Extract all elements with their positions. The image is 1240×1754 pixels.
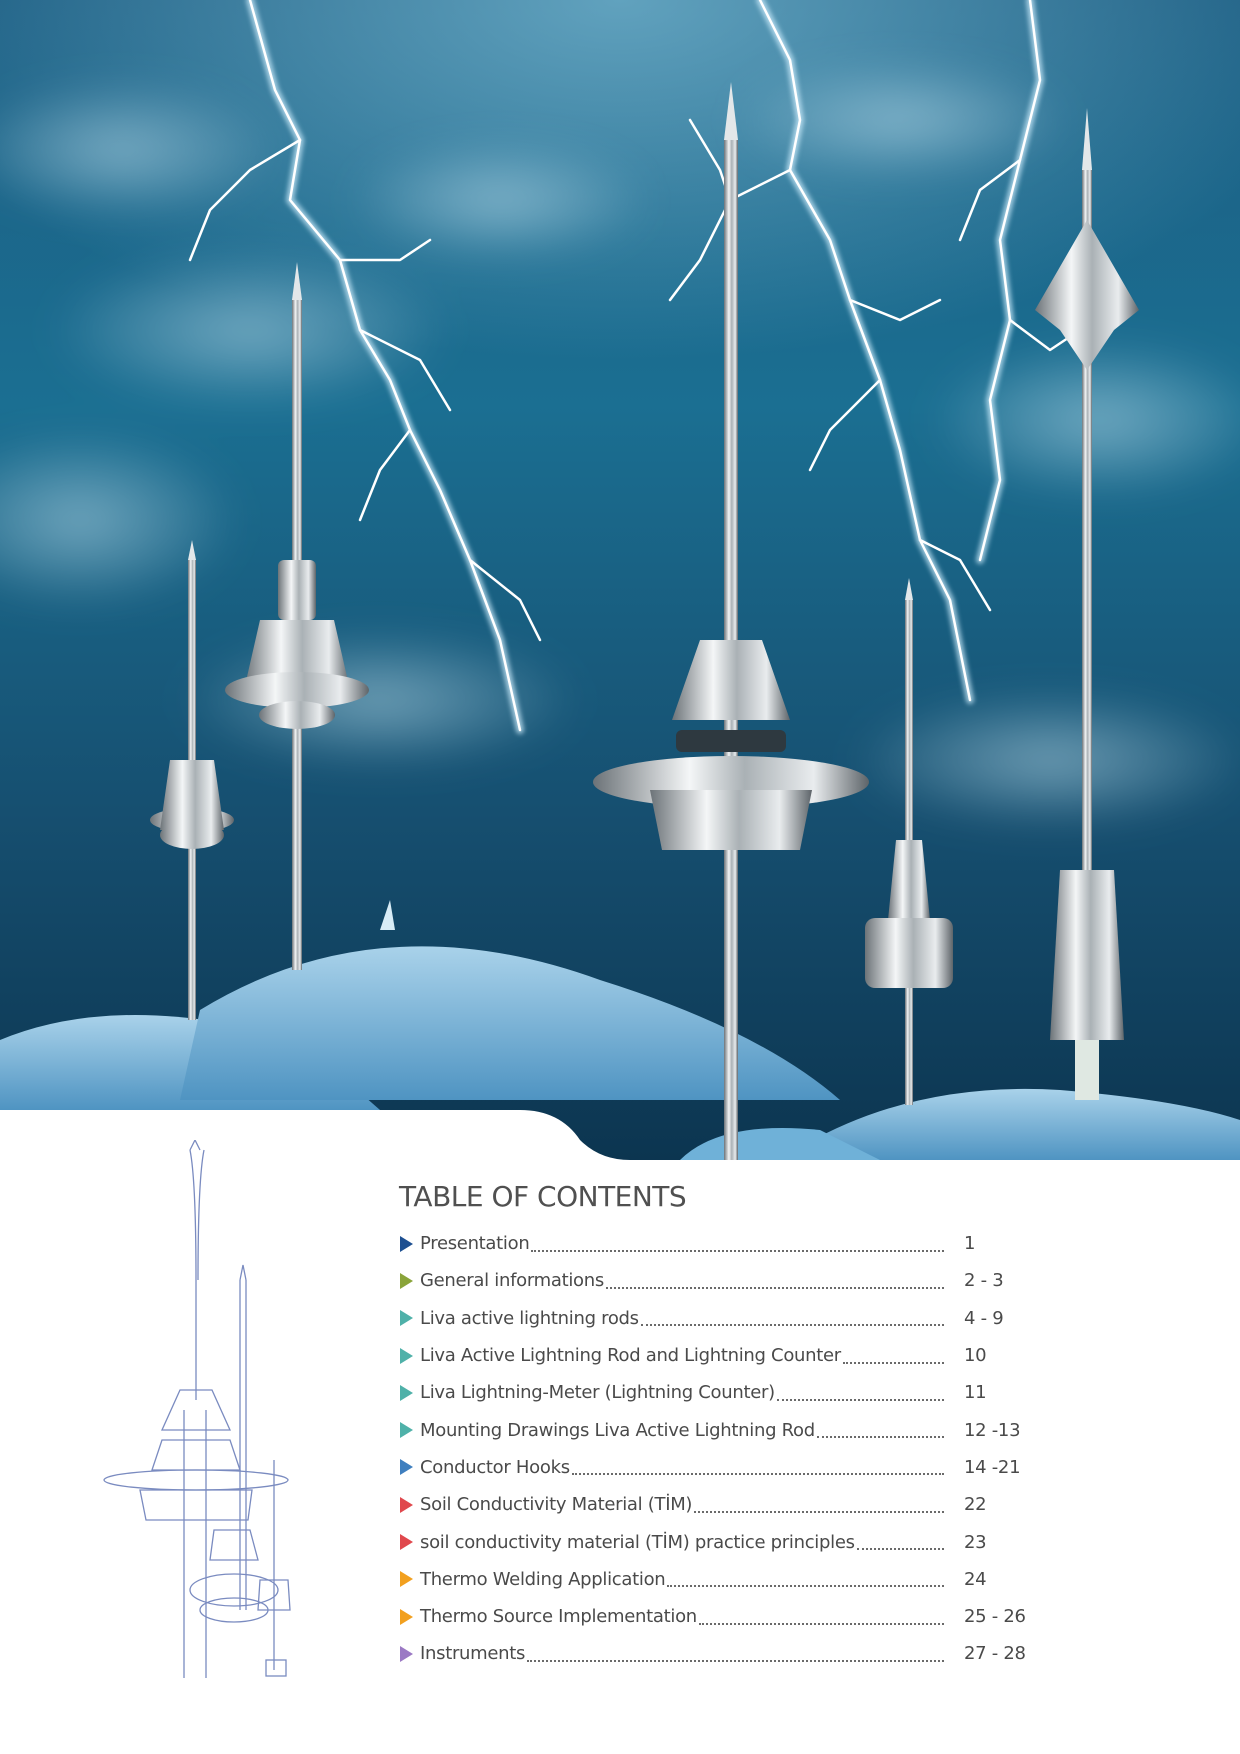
triangle-bullet-icon bbox=[400, 1459, 413, 1475]
triangle-bullet-icon bbox=[400, 1273, 413, 1289]
toc-entry-label: Liva active lightning rods bbox=[420, 1307, 639, 1329]
triangle-bullet-icon bbox=[400, 1348, 413, 1364]
toc-entry-pages: 22 bbox=[964, 1494, 987, 1516]
toc-entry-label: General informations bbox=[420, 1270, 604, 1292]
toc-entry[interactable] bbox=[400, 1300, 1020, 1337]
toc-entry-label: soil conductivity material (TİM) practice principles bbox=[420, 1531, 855, 1553]
toc-list bbox=[400, 1225, 1026, 1673]
toc-entry-label: Thermo Welding Application bbox=[420, 1568, 666, 1590]
dot-leader bbox=[527, 1660, 944, 1662]
dot-leader bbox=[817, 1436, 944, 1438]
toc-entry-label: Liva Lightning-Meter (Lightning Counter) bbox=[420, 1382, 775, 1404]
toc-entry[interactable] bbox=[400, 1449, 1020, 1486]
triangle-bullet-icon bbox=[400, 1310, 413, 1326]
triangle-bullet-icon bbox=[400, 1571, 413, 1587]
dot-leader bbox=[531, 1250, 944, 1252]
triangle-bullet-icon bbox=[400, 1385, 413, 1401]
toc-entry[interactable] bbox=[400, 1635, 1026, 1672]
toc-entry-pages: 2 - 3 bbox=[964, 1270, 1004, 1292]
toc-entry[interactable] bbox=[400, 1486, 1020, 1523]
toc-entry-pages: 27 - 28 bbox=[964, 1643, 1026, 1665]
toc-entry-pages: 25 - 26 bbox=[964, 1606, 1026, 1628]
toc-entry[interactable] bbox=[400, 1561, 1020, 1598]
toc-entry-label: Instruments bbox=[420, 1643, 526, 1665]
toc-entry-label: Mounting Drawings Liva Active Lightning Rod bbox=[420, 1419, 815, 1441]
toc-entry[interactable] bbox=[400, 1374, 1020, 1411]
dot-leader bbox=[572, 1473, 944, 1475]
dot-leader bbox=[777, 1399, 944, 1401]
toc-entry[interactable] bbox=[400, 1598, 1026, 1635]
toc-entry[interactable] bbox=[400, 1523, 1020, 1560]
triangle-bullet-icon bbox=[400, 1609, 413, 1625]
toc-entry-pages: 10 bbox=[964, 1345, 987, 1367]
dot-leader bbox=[606, 1287, 944, 1289]
lightning-rod-outline-drawing bbox=[100, 1140, 300, 1700]
toc-entry-pages: 1 bbox=[964, 1233, 976, 1255]
triangle-bullet-icon bbox=[400, 1422, 413, 1438]
toc-entry-pages: 24 bbox=[964, 1568, 987, 1590]
toc-title: TABLE OF CONTENTS bbox=[399, 1180, 687, 1213]
toc-entry-label: Conductor Hooks bbox=[420, 1456, 570, 1478]
triangle-bullet-icon bbox=[400, 1534, 413, 1550]
toc-entry[interactable] bbox=[400, 1411, 1020, 1448]
toc-entry-label: Thermo Source Implementation bbox=[420, 1606, 697, 1628]
dot-leader bbox=[699, 1623, 944, 1625]
dot-leader bbox=[694, 1511, 944, 1513]
toc-entry[interactable] bbox=[400, 1337, 1020, 1374]
toc-entry-label: Liva Active Lightning Rod and Lightning Counter bbox=[420, 1345, 841, 1367]
toc-entry-label: Soil Conductivity Material (TİM) bbox=[420, 1494, 693, 1516]
toc-entry-pages: 11 bbox=[964, 1382, 987, 1404]
triangle-bullet-icon bbox=[400, 1497, 413, 1513]
dot-leader bbox=[857, 1548, 944, 1550]
toc-entry-pages: 12 -13 bbox=[964, 1419, 1021, 1441]
dot-leader bbox=[641, 1324, 944, 1326]
toc-entry-pages: 23 bbox=[964, 1531, 987, 1553]
toc-entry[interactable] bbox=[400, 1225, 1020, 1262]
toc-entry[interactable] bbox=[400, 1262, 1020, 1299]
triangle-bullet-icon bbox=[400, 1236, 413, 1252]
triangle-bullet-icon bbox=[400, 1646, 413, 1662]
dot-leader bbox=[667, 1585, 944, 1587]
toc-entry-pages: 4 - 9 bbox=[964, 1307, 1004, 1329]
toc-entry-pages: 14 -21 bbox=[964, 1456, 1021, 1478]
dot-leader bbox=[843, 1362, 944, 1364]
toc-entry-label: Presentation bbox=[420, 1233, 530, 1255]
